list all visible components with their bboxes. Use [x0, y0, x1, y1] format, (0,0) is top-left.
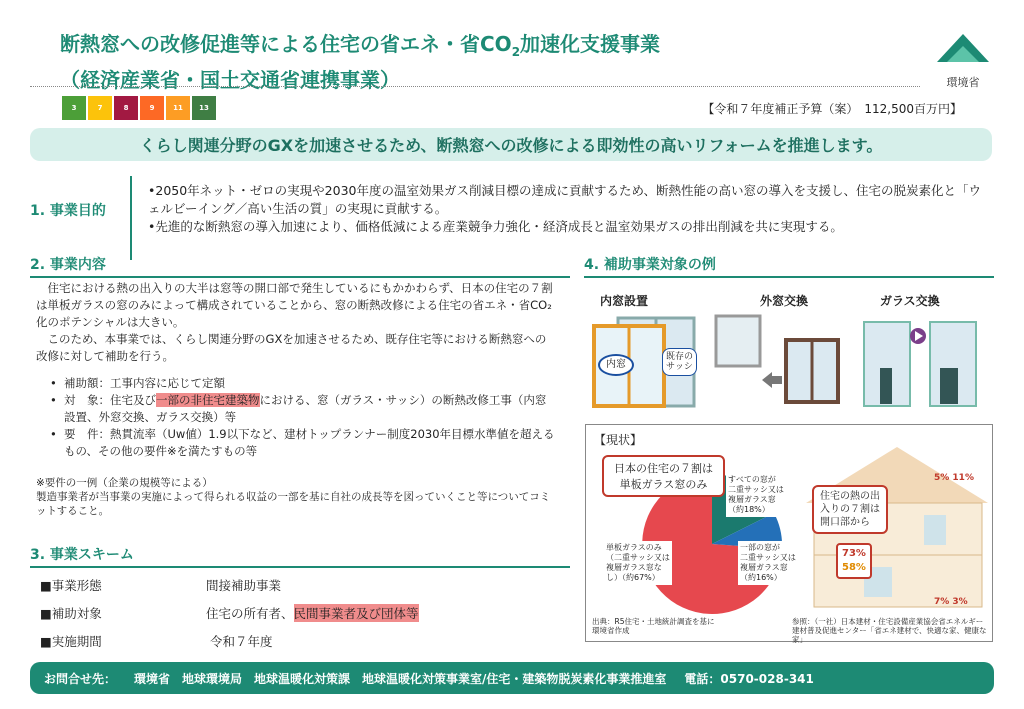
highlight-private: 民間事業者及び団体等: [293, 606, 419, 621]
sdg-icon: 7: [88, 96, 112, 120]
purpose-divider: [130, 176, 132, 260]
sdg-icon: 13: [192, 96, 216, 120]
requirement-title: ※要件の一例（企業の規模等による）: [36, 477, 213, 489]
example-inner-label: 内窓設置: [600, 294, 649, 308]
title-line1: 断熱窓への改修促進等による住宅の省エネ・省$CO_2$加速化支援事業: [60, 32, 661, 59]
contact-footer: [30, 662, 994, 694]
roof-percent: 5% 11%: [934, 473, 974, 483]
requirement-note: [36, 476, 556, 518]
content-body: [36, 280, 556, 460]
status-figure: [585, 424, 993, 642]
headline-banner: くらし関連分野のGXを加速させるため、断熱窓への改修による即効性の高いリフォームを推進します。: [30, 128, 992, 161]
content-para-2: このため、本事業では、くらし関連分野のGXを加速させるため、既存住宅等における断熱窓への改修に対して補助を行う。: [36, 332, 547, 363]
existing-sash-tag: 既存の サッシ: [662, 348, 697, 376]
inner-window-tag: 内窓: [598, 354, 634, 376]
contact-label: お問合せ先：: [44, 671, 117, 686]
sdg-icon: 3: [62, 96, 86, 120]
ministry-logo-icon: [935, 32, 991, 68]
content-item-amount: • 補助額：工事内容に応じて定額: [50, 375, 556, 392]
opening-percent: 73% 58%: [836, 543, 872, 579]
content-item-requirement: • 要 件：熱貫流率（Uw値）1.9以下など、建材トップランナー制度2030年目標水準値を超えるもの、その他の要件※を満たすもの等: [50, 426, 556, 460]
budget-label: 【令和７年度補正予算（案） 112,500百万円】: [702, 102, 962, 116]
content-item-target: • 対 象：住宅及び一部の非住宅建築物における、窓（ガラス・サッシ）の断熱改修工事（内窓設置、外窓交換、ガラス交換）等: [50, 392, 556, 426]
divider: [30, 86, 920, 87]
figure-title: 【現状】: [594, 433, 643, 447]
figure-reference: 参照：（一社）日本建材・住宅設備産業協会省エネルギー建材普及促進センター「省エネ建材で、快適な家、健康な家」: [792, 617, 987, 644]
purpose-text: [148, 182, 988, 236]
label-single: 単板ガラスのみ （二重サッシ又は 複層ガラス窓な し）（約67%）: [604, 541, 672, 585]
figure-callout: 日本の住宅の７割は 単板ガラス窓のみ: [602, 455, 725, 497]
example-glass-label: ガラス交換: [880, 294, 940, 308]
floor-percent: 7% 3%: [934, 597, 968, 607]
requirement-text: 製造事業者が当事業の実施によって得られる収益の一部を基に自社の成長等を図っていくこと等についてコミットすること。: [36, 491, 551, 517]
sdg-icon: 9: [140, 96, 164, 120]
contact-org: 環境省 地球環境局 地球温暖化対策課 地球温暖化対策事業室/住宅・建築物脱炭素化事業推進室: [134, 671, 667, 686]
section-content-label: 2. 事業内容: [30, 254, 570, 278]
purpose-bullet-2: •先進的な断熱窓の導入加速により、価格低減による産業競争力強化・経済成長と温室効果ガスの排出削減を共に実現する。: [148, 219, 843, 234]
section-scheme-label: 3. 事業スキーム: [30, 544, 570, 568]
contact-tel: 電話：0570-028-341: [684, 671, 814, 686]
section-purpose-label: 1. 事業目的: [30, 203, 106, 219]
highlight-nonresidential: 一部の非住宅建築物: [156, 393, 260, 407]
label-all: すべての窓が 二重サッシ又は 複層ガラス窓 （約18%）: [726, 473, 786, 517]
ministry-logo: [928, 32, 998, 90]
section-examples-label: 4. 補助事業対象の例: [584, 254, 994, 278]
title-line2: （経済産業省・国土交通省連携事業）: [60, 68, 400, 92]
label-some: 一部の窓が 二重サッシ又は 複層ガラス窓 （約16%）: [738, 541, 798, 585]
glass-replace-illustration: [860, 318, 978, 410]
ministry-name: 環境省: [946, 76, 980, 89]
scheme-row-type: ■事業形態 間接補助事業: [40, 578, 282, 593]
example-outer-label: 外窓交換: [760, 294, 809, 308]
sdg-icon: 8: [114, 96, 138, 120]
figure-source: 出典：R5住宅・土地統計調査を基に 環境省作成: [592, 617, 715, 635]
sdg-icons: [62, 96, 216, 120]
sdg-icon: 11: [166, 96, 190, 120]
scheme-row-target: ■補助対象 住宅の所有者、 民間事業者及び団体等: [40, 606, 419, 621]
page-title: [60, 30, 660, 94]
content-list: [36, 375, 556, 460]
purpose-bullet-1: •2050年ネット・ゼロの実現や2030年度の温室効果ガス削減目標の達成に貢献するため、断熱性能の高い窓の導入を支援し、住宅の脱炭素化と「ウェルビーイング／高い生活の質」の実現に貢献する。: [148, 183, 981, 216]
house-callout: 住宅の熱の出 入りの７割は 開口部から: [812, 485, 888, 534]
content-para-1: 住宅における熱の出入りの大半は窓等の開口部で発生しているにもかかわらず、日本の住宅の７割は単板ガラスの窓のみによって構成されていることから、窓の断熱改修による住宅の省エネ・省CO₂化のポテンシャルは大きい。: [36, 281, 553, 329]
scheme-row-period: ■実施期間 令和７年度: [40, 634, 273, 649]
outer-window-illustration: [712, 310, 842, 410]
